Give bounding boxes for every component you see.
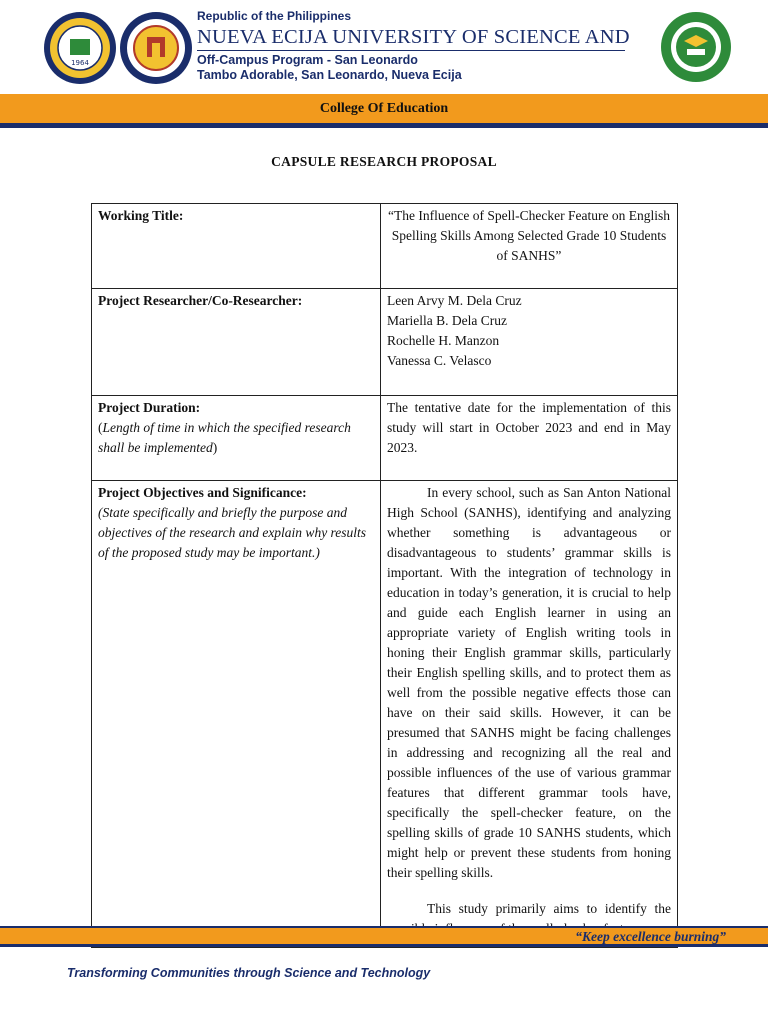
objectives-note: (State specifically and briefly the purpose and objectives of the research and explain why results of the proposed study may be important.) [98, 505, 367, 560]
motto: “Keep excellence burning” [575, 929, 726, 944]
working-title-value: “The Influence of Spell-Checker Feature on English Spelling Skills Among Selected Grade 10 Students of SANHS” [381, 204, 678, 289]
researcher-name: Leen Arvy M. Dela Cruz [387, 293, 522, 308]
researcher-name: Vanessa C. Velasco [387, 353, 492, 368]
table-cell-label [92, 289, 381, 396]
objectives-label: Project Objectives and Significance: [98, 485, 307, 500]
college-name: College Of Education [319, 101, 449, 116]
table-cell-label [92, 481, 381, 948]
table-row [92, 204, 678, 289]
campus-address: Tambo Adorable, San Leonardo, Nueva Ecija [197, 68, 462, 82]
header-rule [197, 50, 625, 51]
table-row [92, 481, 678, 948]
san-leonardo-seal-logo [660, 11, 732, 83]
researcher-label: Project Researcher/Co-Researcher: [98, 293, 303, 308]
objectives-cell [381, 481, 678, 948]
seal-year: 1964 [71, 59, 89, 67]
table-cell-label [92, 204, 381, 289]
duration-value: The tentative date for the implementation of this study will start in October 2023 and end in May 2023. [381, 396, 678, 481]
program-name: Off-Campus Program - San Leonardo [197, 53, 418, 67]
proposal-table [91, 203, 678, 948]
university-name: NUEVA ECIJA UNIVERSITY OF SCIENCE AND [197, 26, 630, 48]
working-title-label: Working Title: [98, 208, 184, 223]
researcher-name: Mariella B. Dela Cruz [387, 313, 507, 328]
university-seal-logo [119, 11, 193, 85]
objectives-paragraph: In every school, such as San Anton National High School (SANHS), identifying and analyzing whether something is advantageous or disadvantageous to students’ grammar skills is important. With the integration of technology in education in today’s generation, it is crucial to help and guide each English learner in using an appropriate variety of English writing tools in honing their English grammar skills, particularly their English spelling skills, and to protect them as well from the possible negative effects those can have on their said skills. However, it can be presumed that SANHS might be facing challenges in addressing and recognizing all the real and possible influences of the use of various grammar features that different grammar tools have, specifically the spell-checker feature, on the spelling skills of grade 10 SANHS students, which might help or prevent these students from honing their spelling skills. [387, 485, 671, 880]
researcher-name: Rochelle H. Manzon [387, 333, 500, 348]
republic-label: Republic of the Philippines [197, 9, 352, 23]
college-seal-logo [43, 11, 117, 85]
objectives-paragraph: This study primarily aims to identify the [427, 901, 671, 916]
table-cell-label [92, 396, 381, 481]
table-row [92, 289, 678, 396]
tagline: Transforming Communities through Science and Technology [67, 966, 431, 980]
table-row [92, 396, 678, 481]
duration-label: Project Duration: [98, 400, 201, 415]
researchers-cell [381, 289, 678, 396]
duration-note: (Length of time in which the specified research shall be implemented) [98, 420, 351, 455]
page-title: CAPSULE RESEARCH PROPOSAL [271, 154, 497, 169]
